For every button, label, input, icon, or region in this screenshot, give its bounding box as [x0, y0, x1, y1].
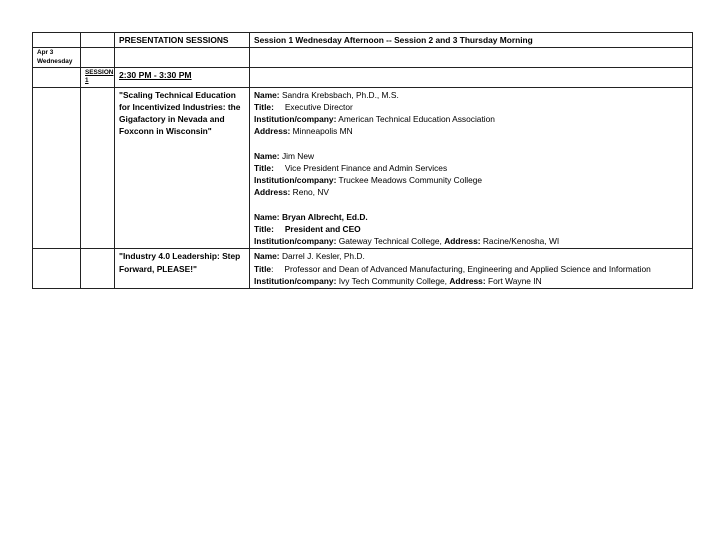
speaker-name: Sandra Krebsbach, Ph.D., M.S. — [281, 89, 399, 100]
session-label: SESSION — [85, 69, 114, 77]
presentation-title: "Industry 4.0 Leadership: Step Forward, PLEASE!" — [115, 249, 250, 289]
speaker-institution: American Technical Education Association — [338, 114, 495, 125]
speaker-institution-line: Institution/company: Truckee Meadows Community College — [254, 175, 483, 186]
presentation-row — [33, 87, 693, 249]
schedule-table — [32, 32, 693, 289]
session-time: 2:30 PM - 3:30 PM — [119, 70, 192, 81]
header-blank-cell-2 — [81, 33, 115, 48]
speaker-address-line: Address: Minneapolis MN — [254, 126, 353, 137]
speaker-institution-line: Institution/company: Gateway Technical College, Address: Racine/Kenosha, WI — [254, 236, 560, 247]
speaker-title-line: Title: Vice President Finance and Admin Services — [254, 163, 448, 174]
day-row — [33, 48, 693, 68]
speaker-title: Professor and Dean of Advanced Manufacturing, Engineering and Applied Science and Information — [284, 263, 651, 274]
speaker-name: Darrel J. Kesler, Ph.D. — [281, 251, 365, 262]
speaker-title-line: Title: Professor and Dean of Advanced Manufacturing, Engineering and Applied Science and Information — [254, 263, 651, 274]
day-cell — [33, 48, 81, 68]
header-presentation-sessions: PRESENTATION SESSIONS — [115, 33, 250, 48]
header-row — [33, 33, 693, 48]
session-number: 1 — [85, 77, 89, 85]
speaker-title: Executive Director — [284, 102, 353, 113]
session-row — [33, 68, 693, 88]
speaker-title-line: Title: Executive Director — [254, 102, 353, 113]
speaker-list — [250, 249, 693, 289]
header-session-schedule: Session 1 Wednesday Afternoon -- Session 2 and 3 Thursday Morning — [250, 33, 693, 48]
speaker-name-line: Name: Bryan Albrecht, Ed.D. — [254, 211, 368, 222]
speaker-address-line: Address: Reno, NV — [254, 187, 329, 198]
presentation-row — [33, 249, 693, 289]
speaker-title: President and CEO — [284, 224, 361, 235]
day-weekday: Wednesday — [37, 57, 73, 65]
speaker-institution: Gateway Technical College, — [338, 236, 442, 247]
speaker-name-line: Name: Jim New — [254, 150, 315, 161]
session-time-cell — [115, 68, 250, 88]
session-label-cell — [81, 68, 115, 88]
speaker-name-line: Name: Darrel J. Kesler, Ph.D. — [254, 251, 365, 262]
speaker-name-line: Name: Sandra Krebsbach, Ph.D., M.S. — [254, 89, 399, 100]
speaker-institution-line: Institution/company: Ivy Tech Community College, Address: Fort Wayne IN — [254, 275, 542, 286]
speaker-institution-line: Institution/company: American Technical Education Association — [254, 114, 495, 125]
speaker-address: Minneapolis MN — [292, 126, 353, 137]
speaker-address: Reno, NV — [292, 187, 329, 198]
speaker-title: Vice President Finance and Admin Services — [284, 163, 448, 174]
speaker-list — [250, 87, 693, 249]
speaker-address: Fort Wayne IN — [487, 275, 542, 286]
presentation-title: "Scaling Technical Education for Incentivized Industries: the Gigafactory in Nevada and Foxconn in Wisconsin" — [115, 87, 250, 249]
speaker-name: Bryan Albrecht, Ed.D. — [281, 211, 368, 222]
speaker-institution: Truckee Meadows Community College — [338, 175, 483, 186]
speaker-name: Jim New — [281, 150, 315, 161]
day-date: Apr 3 — [37, 49, 54, 57]
header-blank-cell-1 — [33, 33, 81, 48]
speaker-title-line: Title: President and CEO — [254, 224, 361, 235]
speaker-institution: Ivy Tech Community College, — [338, 275, 447, 286]
speaker-address: Racine/Kenosha, WI — [482, 236, 560, 247]
